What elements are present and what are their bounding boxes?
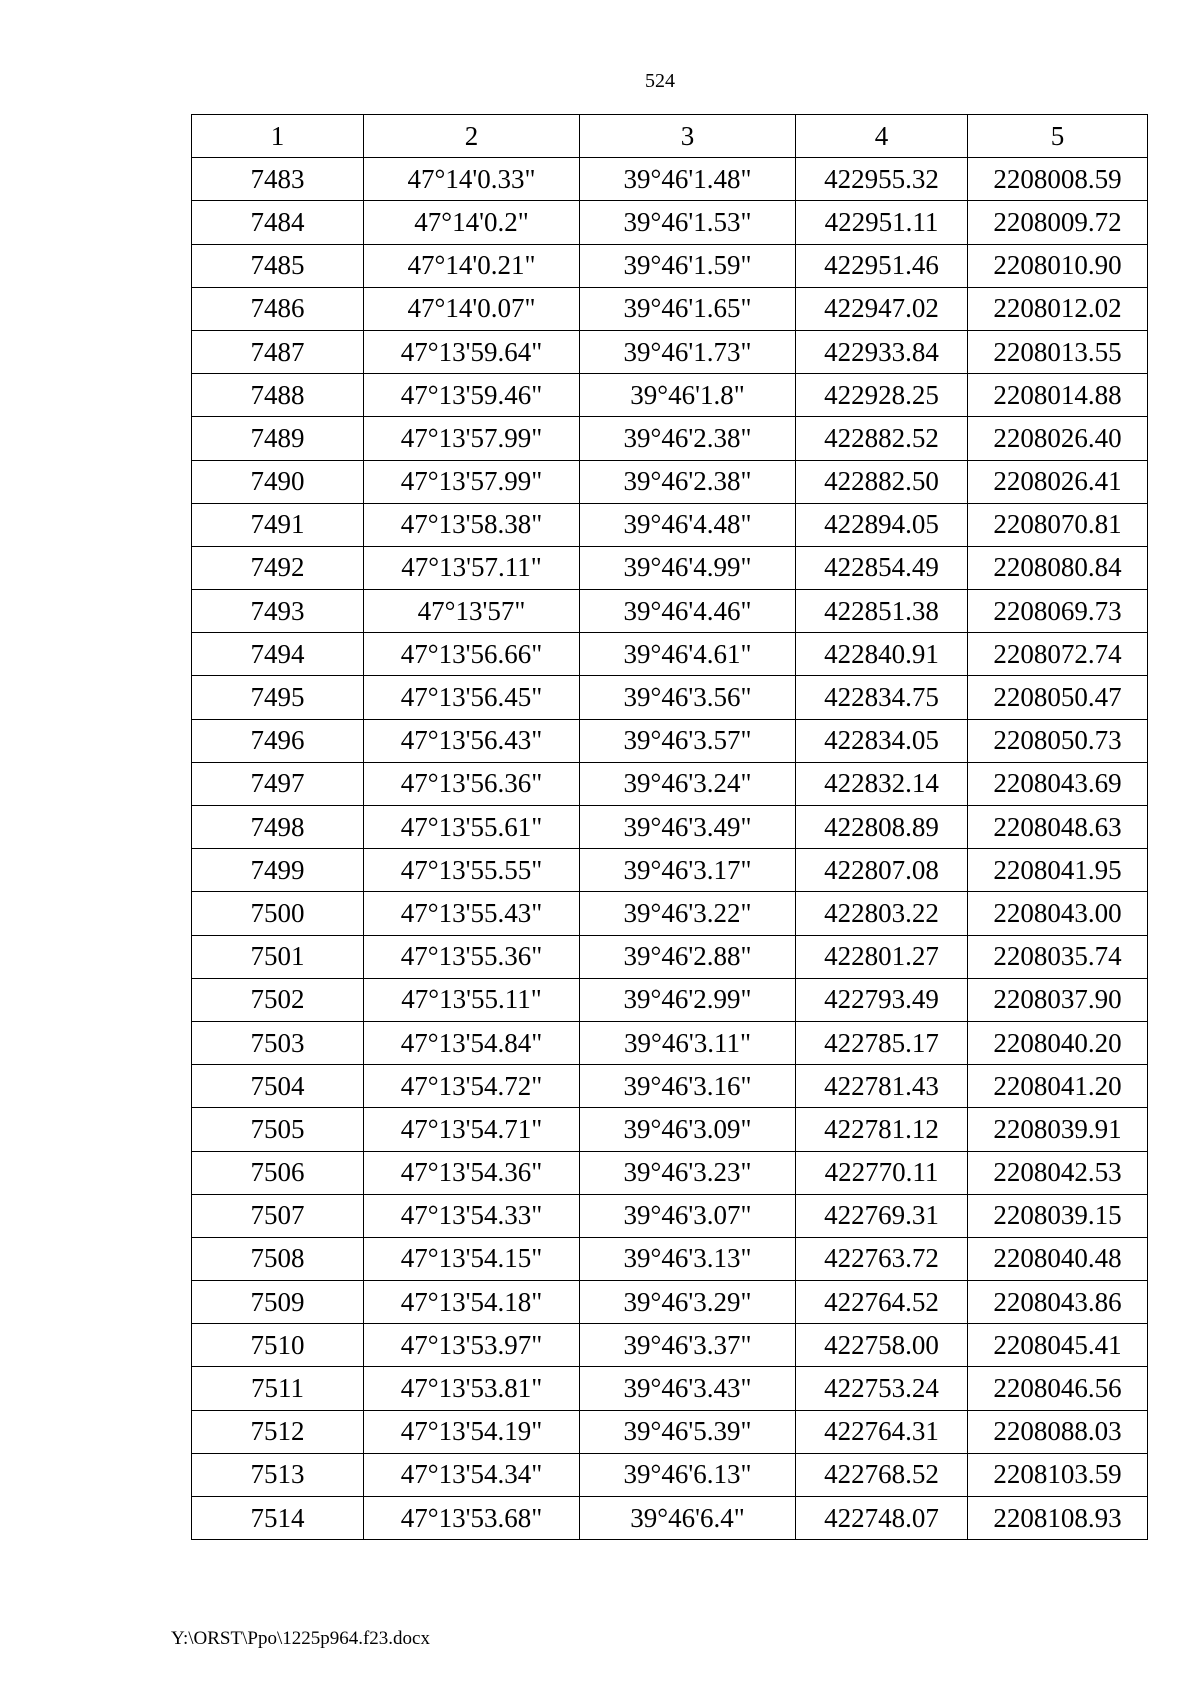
table-cell: 7514	[192, 1497, 364, 1540]
table-row	[192, 1194, 1148, 1237]
table-cell: 7509	[192, 1281, 364, 1324]
table-cell: 2208010.90	[968, 244, 1148, 287]
column-header: 1	[192, 115, 364, 158]
table-row	[192, 201, 1148, 244]
column-header: 2	[364, 115, 580, 158]
table-cell: 7486	[192, 287, 364, 330]
table-row	[192, 1151, 1148, 1194]
table-cell: 47°13'54.71"	[364, 1108, 580, 1151]
table-cell: 422781.12	[796, 1108, 968, 1151]
table-cell: 47°13'57.99"	[364, 460, 580, 503]
table-cell: 422781.43	[796, 1065, 968, 1108]
column-header: 3	[580, 115, 796, 158]
table-row	[192, 849, 1148, 892]
table-cell: 2208039.91	[968, 1108, 1148, 1151]
table-cell: 39°46'4.46"	[580, 590, 796, 633]
table-cell: 2208012.02	[968, 287, 1148, 330]
table-cell: 7498	[192, 806, 364, 849]
table-cell: 39°46'2.38"	[580, 417, 796, 460]
table-cell: 2208048.63	[968, 806, 1148, 849]
table-cell: 7512	[192, 1410, 364, 1453]
table-cell: 39°46'3.56"	[580, 676, 796, 719]
table-cell: 422933.84	[796, 330, 968, 373]
table-row	[192, 633, 1148, 676]
table-cell: 7485	[192, 244, 364, 287]
table-cell: 39°46'6.13"	[580, 1453, 796, 1496]
table-cell: 7510	[192, 1324, 364, 1367]
table-cell: 2208040.48	[968, 1237, 1148, 1280]
table-cell: 7507	[192, 1194, 364, 1237]
table-cell: 39°46'3.57"	[580, 719, 796, 762]
table-cell: 47°14'0.07"	[364, 287, 580, 330]
table-cell: 7483	[192, 158, 364, 201]
table-cell: 422768.52	[796, 1453, 968, 1496]
table-cell: 47°13'54.34"	[364, 1453, 580, 1496]
table-cell: 2208080.84	[968, 546, 1148, 589]
table-cell: 7497	[192, 762, 364, 805]
table-cell: 39°46'5.39"	[580, 1410, 796, 1453]
table-cell: 47°14'0.21"	[364, 244, 580, 287]
table-cell: 47°13'56.45"	[364, 676, 580, 719]
table-cell: 39°46'3.49"	[580, 806, 796, 849]
table-cell: 422928.25	[796, 374, 968, 417]
table-cell: 47°13'57.11"	[364, 546, 580, 589]
table-header	[192, 115, 1148, 158]
table-row	[192, 978, 1148, 1021]
table-cell: 47°13'54.33"	[364, 1194, 580, 1237]
table-cell: 2208103.59	[968, 1453, 1148, 1496]
table-row	[192, 158, 1148, 201]
table-cell: 422803.22	[796, 892, 968, 935]
table-cell: 39°46'4.99"	[580, 546, 796, 589]
table-cell: 39°46'2.88"	[580, 935, 796, 978]
table-cell: 47°13'54.84"	[364, 1021, 580, 1064]
table-cell: 39°46'3.07"	[580, 1194, 796, 1237]
table-cell: 39°46'1.8"	[580, 374, 796, 417]
table-cell: 47°13'54.18"	[364, 1281, 580, 1324]
table-row	[192, 1021, 1148, 1064]
table-cell: 47°13'53.81"	[364, 1367, 580, 1410]
table-cell: 422834.75	[796, 676, 968, 719]
table-cell: 47°13'58.38"	[364, 503, 580, 546]
table-cell: 7506	[192, 1151, 364, 1194]
table-cell: 39°46'3.11"	[580, 1021, 796, 1064]
table-cell: 2208045.41	[968, 1324, 1148, 1367]
table-row	[192, 1065, 1148, 1108]
table-cell: 47°13'59.64"	[364, 330, 580, 373]
table-cell: 7511	[192, 1367, 364, 1410]
table-row	[192, 287, 1148, 330]
table-cell: 2208043.00	[968, 892, 1148, 935]
table-cell: 39°46'3.22"	[580, 892, 796, 935]
table-cell: 47°13'57"	[364, 590, 580, 633]
table-row	[192, 1497, 1148, 1540]
table-cell: 422832.14	[796, 762, 968, 805]
table-cell: 7491	[192, 503, 364, 546]
table-cell: 422854.49	[796, 546, 968, 589]
table-cell: 39°46'1.48"	[580, 158, 796, 201]
table-cell: 39°46'3.16"	[580, 1065, 796, 1108]
table-cell: 7502	[192, 978, 364, 1021]
table-row	[192, 935, 1148, 978]
table-cell: 39°46'1.53"	[580, 201, 796, 244]
table-cell: 7501	[192, 935, 364, 978]
table-cell: 422793.49	[796, 978, 968, 1021]
table-cell: 422955.32	[796, 158, 968, 201]
table-cell: 2208046.56	[968, 1367, 1148, 1410]
table-cell: 2208088.03	[968, 1410, 1148, 1453]
table-cell: 2208043.86	[968, 1281, 1148, 1324]
table-cell: 2208026.41	[968, 460, 1148, 503]
table-row	[192, 546, 1148, 589]
table-cell: 2208108.93	[968, 1497, 1148, 1540]
column-header: 4	[796, 115, 968, 158]
table-cell: 47°13'53.97"	[364, 1324, 580, 1367]
table-cell: 422808.89	[796, 806, 968, 849]
table-cell: 47°13'56.66"	[364, 633, 580, 676]
table-cell: 7508	[192, 1237, 364, 1280]
table-cell: 422807.08	[796, 849, 968, 892]
table-cell: 47°13'55.55"	[364, 849, 580, 892]
table-body	[192, 158, 1148, 1540]
table-cell: 39°46'3.23"	[580, 1151, 796, 1194]
table-cell: 2208026.40	[968, 417, 1148, 460]
table-cell: 422763.72	[796, 1237, 968, 1280]
table-cell: 47°13'55.61"	[364, 806, 580, 849]
table-cell: 47°13'55.43"	[364, 892, 580, 935]
table-cell: 47°13'55.11"	[364, 978, 580, 1021]
table-cell: 39°46'1.65"	[580, 287, 796, 330]
table-cell: 7496	[192, 719, 364, 762]
table-cell: 7493	[192, 590, 364, 633]
table-cell: 422951.11	[796, 201, 968, 244]
table-cell: 2208070.81	[968, 503, 1148, 546]
table-row	[192, 892, 1148, 935]
table-cell: 2208043.69	[968, 762, 1148, 805]
table-cell: 47°13'54.15"	[364, 1237, 580, 1280]
table-row	[192, 719, 1148, 762]
table-cell: 422882.52	[796, 417, 968, 460]
table-cell: 47°13'56.43"	[364, 719, 580, 762]
table-cell: 39°46'2.99"	[580, 978, 796, 1021]
table-cell: 47°13'59.46"	[364, 374, 580, 417]
table-row	[192, 762, 1148, 805]
page-number: 524	[645, 70, 675, 92]
table-cell: 39°46'3.43"	[580, 1367, 796, 1410]
table-cell: 2208013.55	[968, 330, 1148, 373]
table-row	[192, 417, 1148, 460]
table-cell: 47°14'0.2"	[364, 201, 580, 244]
footer-file-path: Y:\ORST\Ppo\1225p964.f23.docx	[171, 1628, 430, 1649]
table-cell: 7489	[192, 417, 364, 460]
table-cell: 2208050.73	[968, 719, 1148, 762]
header-row	[192, 115, 1148, 158]
table-cell: 7513	[192, 1453, 364, 1496]
table-cell: 7503	[192, 1021, 364, 1064]
table-cell: 7488	[192, 374, 364, 417]
table-cell: 422748.07	[796, 1497, 968, 1540]
table-cell: 7505	[192, 1108, 364, 1151]
table-cell: 2208040.20	[968, 1021, 1148, 1064]
table-cell: 7499	[192, 849, 364, 892]
table-cell: 7494	[192, 633, 364, 676]
table-cell: 39°46'4.61"	[580, 633, 796, 676]
column-header: 5	[968, 115, 1148, 158]
table-cell: 47°13'55.36"	[364, 935, 580, 978]
table-cell: 7484	[192, 201, 364, 244]
table-cell: 2208037.90	[968, 978, 1148, 1021]
table-cell: 7487	[192, 330, 364, 373]
table-cell: 2208014.88	[968, 374, 1148, 417]
table-cell: 422758.00	[796, 1324, 968, 1367]
table-cell: 7504	[192, 1065, 364, 1108]
table-cell: 422764.52	[796, 1281, 968, 1324]
table-cell: 7490	[192, 460, 364, 503]
table-cell: 422947.02	[796, 287, 968, 330]
table-cell: 422882.50	[796, 460, 968, 503]
table-cell: 39°46'3.24"	[580, 762, 796, 805]
table-row	[192, 1237, 1148, 1280]
table-cell: 39°46'1.73"	[580, 330, 796, 373]
table-cell: 422840.91	[796, 633, 968, 676]
table-cell: 422770.11	[796, 1151, 968, 1194]
table-cell: 39°46'4.48"	[580, 503, 796, 546]
table-cell: 2208009.72	[968, 201, 1148, 244]
table-row	[192, 330, 1148, 373]
table-cell: 2208042.53	[968, 1151, 1148, 1194]
table-cell: 39°46'3.37"	[580, 1324, 796, 1367]
table-row	[192, 1281, 1148, 1324]
table-cell: 7495	[192, 676, 364, 719]
table-row	[192, 1410, 1148, 1453]
table-cell: 39°46'3.29"	[580, 1281, 796, 1324]
table-cell: 422801.27	[796, 935, 968, 978]
table-row	[192, 1453, 1148, 1496]
table-cell: 422753.24	[796, 1367, 968, 1410]
table-cell: 47°13'54.36"	[364, 1151, 580, 1194]
table-cell: 39°46'6.4"	[580, 1497, 796, 1540]
table-row	[192, 1367, 1148, 1410]
table-cell: 2208050.47	[968, 676, 1148, 719]
table-cell: 7492	[192, 546, 364, 589]
table-cell: 422764.31	[796, 1410, 968, 1453]
table-cell: 47°14'0.33"	[364, 158, 580, 201]
table-cell: 39°46'1.59"	[580, 244, 796, 287]
table-cell: 422851.38	[796, 590, 968, 633]
coordinates-table	[191, 114, 1148, 1540]
table-cell: 2208072.74	[968, 633, 1148, 676]
table-cell: 422951.46	[796, 244, 968, 287]
table-row	[192, 374, 1148, 417]
table-cell: 2208041.20	[968, 1065, 1148, 1108]
table-row	[192, 1324, 1148, 1367]
table-cell: 2208041.95	[968, 849, 1148, 892]
table-cell: 422785.17	[796, 1021, 968, 1064]
table-cell: 2208008.59	[968, 158, 1148, 201]
table-cell: 422769.31	[796, 1194, 968, 1237]
table-cell: 47°13'54.19"	[364, 1410, 580, 1453]
table-cell: 2208069.73	[968, 590, 1148, 633]
table-cell: 39°46'3.13"	[580, 1237, 796, 1280]
table-cell: 47°13'56.36"	[364, 762, 580, 805]
table-cell: 422894.05	[796, 503, 968, 546]
table-row	[192, 1108, 1148, 1151]
table-row	[192, 806, 1148, 849]
table-cell: 39°46'2.38"	[580, 460, 796, 503]
table-cell: 39°46'3.17"	[580, 849, 796, 892]
table-row	[192, 460, 1148, 503]
table-row	[192, 244, 1148, 287]
table-cell: 47°13'57.99"	[364, 417, 580, 460]
table-cell: 2208039.15	[968, 1194, 1148, 1237]
table-cell: 7500	[192, 892, 364, 935]
table-row	[192, 676, 1148, 719]
table-cell: 47°13'54.72"	[364, 1065, 580, 1108]
table-cell: 47°13'53.68"	[364, 1497, 580, 1540]
table-row	[192, 503, 1148, 546]
table-cell: 2208035.74	[968, 935, 1148, 978]
table-cell: 422834.05	[796, 719, 968, 762]
table-cell: 39°46'3.09"	[580, 1108, 796, 1151]
table-row	[192, 590, 1148, 633]
